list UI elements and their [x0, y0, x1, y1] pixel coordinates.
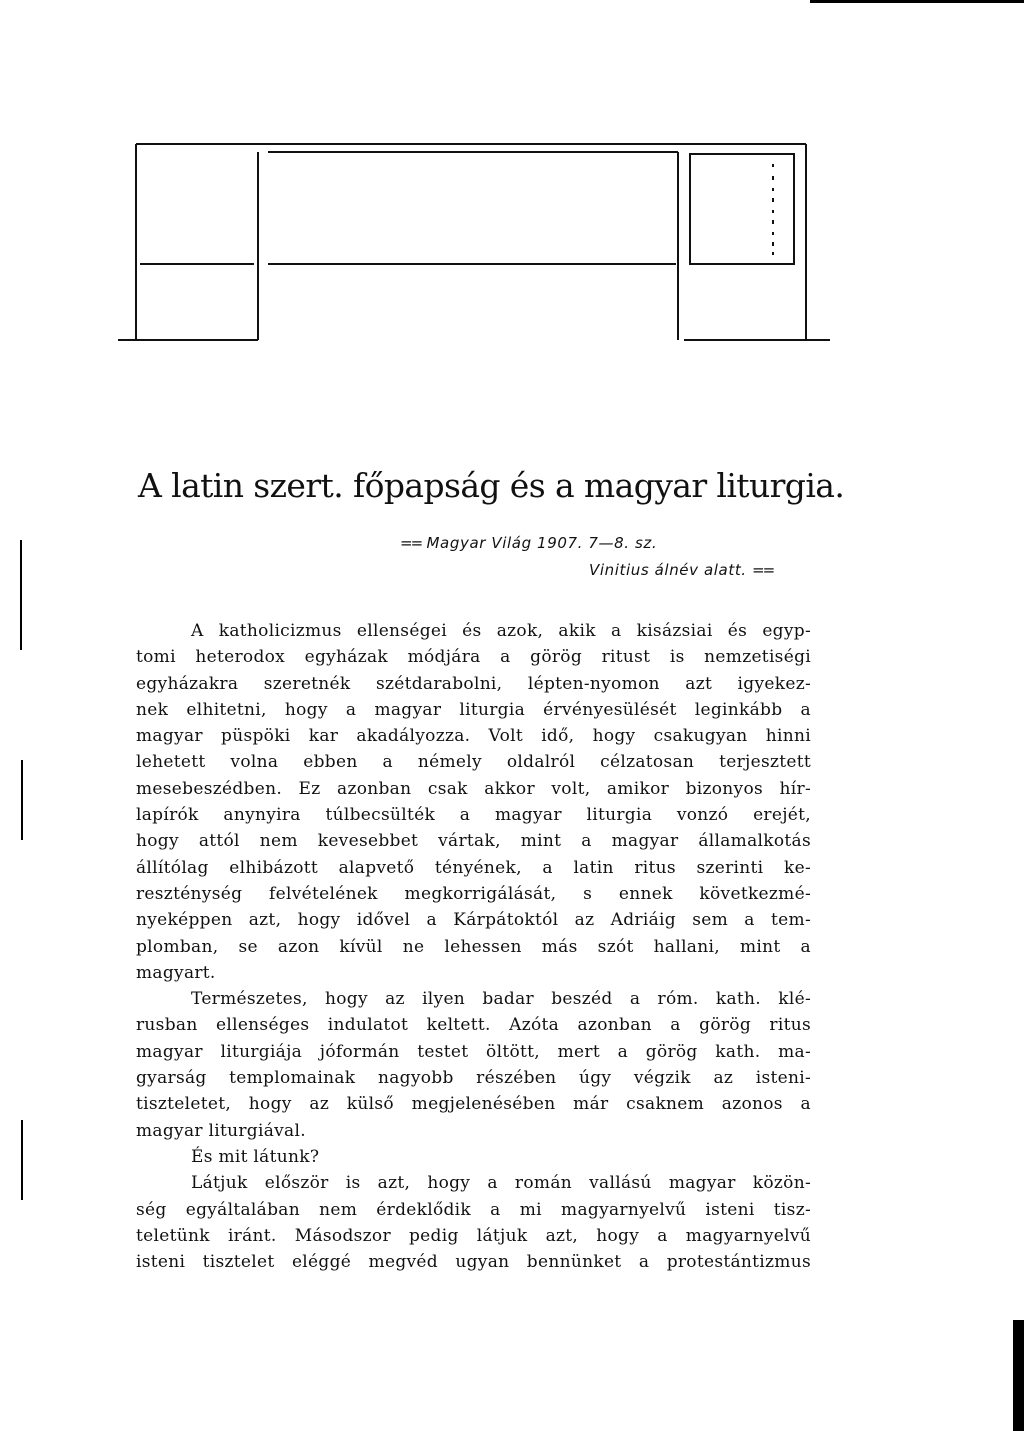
source-citation	[400, 534, 657, 552]
text-line: nek elhitetni, hogy a magyar liturgia érvényesülését leginkább a	[136, 699, 811, 720]
scan-edge-top	[810, 0, 1024, 3]
article-body	[136, 618, 811, 1275]
text-line: rusban ellenséges indulatot keltett. Azóta azonban a görög ritus	[136, 1015, 811, 1036]
header-ornament	[118, 140, 830, 350]
text-line: Természetes, hogy az ilyen badar beszéd a róm. kath. klé-	[191, 989, 811, 1010]
text-line: magyar püspöki kar akadályozza. Volt idő, hogy csakugyan hinni	[136, 726, 811, 747]
text-line: gyarság templomainak nagyobb részében úgy végzik az isteni-	[136, 1068, 811, 1089]
text-line: reszténység felvételének megkorrigálását, s ennek következmé-	[136, 883, 811, 904]
scan-edge-left	[21, 760, 23, 840]
text-line: A katholicizmus ellenségei és azok, akik a kisázsiai és egyp-	[191, 621, 811, 641]
text-line: És mit látunk?	[191, 1146, 320, 1167]
text-line: magyar liturgiája jóformán testet öltött, mert a görög kath. ma-	[136, 1041, 811, 1062]
text-line: lapírók anynyira túlbecsülték a magyar liturgia vonzó erejét,	[136, 805, 811, 826]
source-pseudonym-text: Vinitius álnév alatt.	[589, 561, 747, 579]
scan-edge-left	[20, 540, 22, 650]
source-publication: Magyar Világ 1907. 7—8. sz.	[426, 534, 658, 552]
text-line: hogy attól nem kevesebbet vártak, mint a magyar államalkotás	[136, 831, 811, 852]
text-line: egyházakra szeretnék szétdarabolni, lépten-nyomon azt igyekez-	[136, 673, 811, 694]
equals-mark: ==	[400, 534, 422, 552]
text-line: teletünk iránt. Másodszor pedig látjuk azt, hogy a magyarnyelvű	[136, 1225, 811, 1246]
text-line: nyeképpen azt, hogy idővel a Kárpátoktól az Adriáig sem a tem-	[136, 910, 811, 931]
article-title: A latin szert. főpapság és a magyar liturgia.	[138, 466, 845, 505]
text-line: Látjuk először is azt, hogy a román vallású magyar közön-	[191, 1173, 811, 1194]
text-line: magyar liturgiával.	[136, 1120, 306, 1141]
scan-edge-left	[21, 1120, 23, 1200]
text-line: ség egyáltalában nem érdeklődik a mi magyarnyelvű isteni tisz-	[136, 1199, 811, 1220]
text-line: tiszteletet, hogy az külső megjelenésében már csaknem azonos a	[136, 1094, 811, 1115]
text-line: állítólag elhibázott alapvető tényének, a latin ritus szerinti ke-	[136, 857, 811, 878]
equals-mark: ==	[752, 561, 774, 579]
scan-edge-right	[1013, 1320, 1024, 1431]
text-line: tomi heterodox egyházak módjára a görög ritust is nemzetiségi	[136, 647, 811, 668]
source-pseudonym	[589, 561, 773, 579]
text-line: mesebeszédben. Ez azonban csak akkor volt, amikor bizonyos hír-	[136, 778, 811, 799]
text-line: isteni tisztelet eléggé megvéd ugyan bennünket a protestántizmus	[136, 1252, 811, 1273]
text-line: lehetett volna ebben a némely oldalról célzatosan terjesztett	[136, 752, 811, 773]
text-line: plomban, se azon kívül ne lehessen más szót hallani, mint a	[136, 936, 811, 957]
text-line: magyart.	[136, 962, 216, 983]
